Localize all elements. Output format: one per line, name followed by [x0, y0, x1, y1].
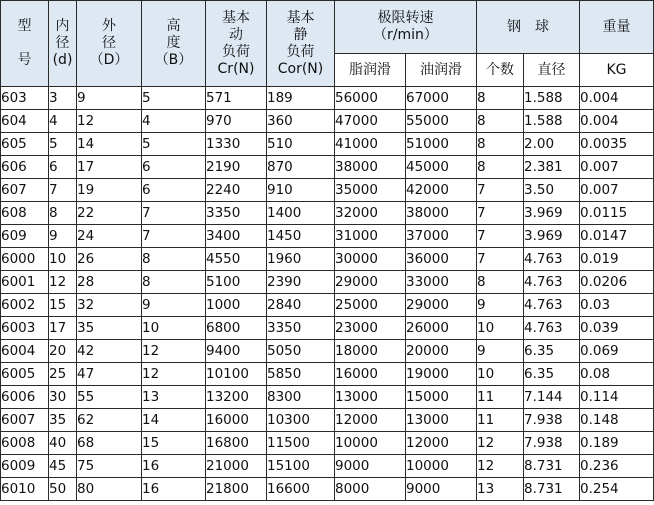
cell-weight: 0.007 [580, 179, 654, 202]
cell-static-load: 5050 [267, 340, 335, 363]
cell-ball-count: 9 [477, 294, 524, 317]
table-row [1, 271, 654, 294]
cell-static-load: 2390 [267, 271, 335, 294]
cell-weight: 0.007 [580, 156, 654, 179]
cell-static-load: 15100 [267, 455, 335, 478]
cell-ball-diameter: 4.763 [524, 317, 580, 340]
header-outer-diameter: 外 径 （D） [77, 1, 142, 87]
cell-weight: 0.0206 [580, 271, 654, 294]
cell-model: 609 [1, 225, 49, 248]
cell-height: 14 [142, 409, 206, 432]
cell-outer-diameter: 14 [77, 133, 142, 156]
cell-inner-diameter: 3 [49, 87, 77, 110]
cell-model: 603 [1, 87, 49, 110]
cell-outer-diameter: 22 [77, 202, 142, 225]
cell-dynamic-load: 2240 [206, 179, 267, 202]
cell-static-load: 1450 [267, 225, 335, 248]
cell-oil-speed: 15000 [406, 386, 477, 409]
cell-ball-diameter: 3.50 [524, 179, 580, 202]
cell-dynamic-load: 5100 [206, 271, 267, 294]
cell-model: 6010 [1, 478, 49, 501]
cell-inner-diameter: 15 [49, 294, 77, 317]
table-row [1, 432, 654, 455]
header-dynamic-load: 基本 动 负荷 Cr(N) [206, 1, 267, 87]
cell-model: 6006 [1, 386, 49, 409]
cell-height: 10 [142, 317, 206, 340]
cell-ball-count: 8 [477, 156, 524, 179]
cell-static-load: 1960 [267, 248, 335, 271]
cell-height: 6 [142, 156, 206, 179]
table-row [1, 133, 654, 156]
cell-weight: 0.004 [580, 87, 654, 110]
cell-ball-count: 10 [477, 317, 524, 340]
cell-ball-diameter: 4.763 [524, 248, 580, 271]
header-ball-diameter: 直径 [524, 54, 580, 87]
cell-oil-speed: 37000 [406, 225, 477, 248]
cell-height: 4 [142, 110, 206, 133]
cell-grease-speed: 13000 [335, 386, 406, 409]
cell-ball-count: 11 [477, 409, 524, 432]
cell-dynamic-load: 16000 [206, 409, 267, 432]
cell-height: 7 [142, 202, 206, 225]
table-body [1, 87, 654, 501]
cell-dynamic-load: 1330 [206, 133, 267, 156]
cell-outer-diameter: 24 [77, 225, 142, 248]
cell-dynamic-load: 1000 [206, 294, 267, 317]
cell-grease-speed: 29000 [335, 271, 406, 294]
cell-ball-count: 7 [477, 202, 524, 225]
cell-inner-diameter: 4 [49, 110, 77, 133]
cell-dynamic-load: 16800 [206, 432, 267, 455]
cell-height: 8 [142, 271, 206, 294]
cell-weight: 0.004 [580, 110, 654, 133]
cell-weight: 0.019 [580, 248, 654, 271]
cell-oil-speed: 12000 [406, 432, 477, 455]
cell-model: 6003 [1, 317, 49, 340]
header-ball-count: 个数 [477, 54, 524, 87]
cell-height: 16 [142, 455, 206, 478]
cell-grease-speed: 12000 [335, 409, 406, 432]
cell-height: 5 [142, 87, 206, 110]
cell-inner-diameter: 8 [49, 202, 77, 225]
table-row [1, 110, 654, 133]
cell-inner-diameter: 30 [49, 386, 77, 409]
cell-static-load: 16600 [267, 478, 335, 501]
cell-ball-diameter: 2.00 [524, 133, 580, 156]
cell-height: 8 [142, 248, 206, 271]
cell-outer-diameter: 62 [77, 409, 142, 432]
cell-height: 6 [142, 179, 206, 202]
cell-inner-diameter: 40 [49, 432, 77, 455]
cell-weight: 0.148 [580, 409, 654, 432]
table-header [1, 1, 654, 87]
cell-grease-speed: 32000 [335, 202, 406, 225]
cell-ball-diameter: 1.588 [524, 110, 580, 133]
cell-static-load: 189 [267, 87, 335, 110]
table-row [1, 294, 654, 317]
cell-static-load: 8300 [267, 386, 335, 409]
cell-grease-speed: 56000 [335, 87, 406, 110]
cell-outer-diameter: 55 [77, 386, 142, 409]
cell-grease-speed: 8000 [335, 478, 406, 501]
cell-static-load: 360 [267, 110, 335, 133]
cell-static-load: 870 [267, 156, 335, 179]
cell-weight: 0.08 [580, 363, 654, 386]
cell-ball-diameter: 3.969 [524, 202, 580, 225]
cell-height: 13 [142, 386, 206, 409]
cell-height: 15 [142, 432, 206, 455]
cell-oil-speed: 36000 [406, 248, 477, 271]
cell-model: 607 [1, 179, 49, 202]
cell-oil-speed: 26000 [406, 317, 477, 340]
cell-grease-speed: 10000 [335, 432, 406, 455]
cell-outer-diameter: 9 [77, 87, 142, 110]
cell-oil-speed: 29000 [406, 294, 477, 317]
table-row [1, 317, 654, 340]
header-inner-diameter: 内 径 (d) [49, 1, 77, 87]
cell-outer-diameter: 28 [77, 271, 142, 294]
cell-ball-count: 8 [477, 133, 524, 156]
table-row [1, 225, 654, 248]
cell-grease-speed: 18000 [335, 340, 406, 363]
cell-weight: 0.0035 [580, 133, 654, 156]
cell-grease-speed: 47000 [335, 110, 406, 133]
cell-model: 6008 [1, 432, 49, 455]
cell-outer-diameter: 80 [77, 478, 142, 501]
cell-model: 6005 [1, 363, 49, 386]
cell-inner-diameter: 6 [49, 156, 77, 179]
cell-dynamic-load: 3400 [206, 225, 267, 248]
header-steel-ball: 钢 球 [477, 1, 580, 54]
cell-weight: 0.189 [580, 432, 654, 455]
cell-ball-diameter: 4.763 [524, 294, 580, 317]
cell-oil-speed: 38000 [406, 202, 477, 225]
cell-dynamic-load: 970 [206, 110, 267, 133]
cell-height: 7 [142, 225, 206, 248]
cell-weight: 0.0147 [580, 225, 654, 248]
cell-oil-speed: 42000 [406, 179, 477, 202]
cell-outer-diameter: 75 [77, 455, 142, 478]
table-row [1, 478, 654, 501]
table-row [1, 156, 654, 179]
header-oil-lubrication: 油润滑 [406, 54, 477, 87]
cell-dynamic-load: 4550 [206, 248, 267, 271]
header-weight: 重量 [580, 1, 654, 54]
cell-ball-count: 8 [477, 87, 524, 110]
cell-ball-diameter: 8.731 [524, 455, 580, 478]
table-row [1, 455, 654, 478]
cell-model: 6009 [1, 455, 49, 478]
cell-weight: 0.069 [580, 340, 654, 363]
cell-inner-diameter: 20 [49, 340, 77, 363]
cell-height: 9 [142, 294, 206, 317]
cell-dynamic-load: 13200 [206, 386, 267, 409]
header-model: 型 号 [1, 1, 49, 87]
cell-height: 12 [142, 340, 206, 363]
cell-model: 6007 [1, 409, 49, 432]
cell-grease-speed: 41000 [335, 133, 406, 156]
cell-oil-speed: 51000 [406, 133, 477, 156]
cell-ball-diameter: 2.381 [524, 156, 580, 179]
cell-oil-speed: 9000 [406, 478, 477, 501]
cell-grease-speed: 35000 [335, 179, 406, 202]
cell-oil-speed: 13000 [406, 409, 477, 432]
header-static-load: 基本 静 负荷 Cor(N) [267, 1, 335, 87]
cell-oil-speed: 67000 [406, 87, 477, 110]
cell-dynamic-load: 10100 [206, 363, 267, 386]
cell-outer-diameter: 12 [77, 110, 142, 133]
cell-ball-count: 7 [477, 179, 524, 202]
cell-oil-speed: 10000 [406, 455, 477, 478]
cell-static-load: 11500 [267, 432, 335, 455]
cell-static-load: 910 [267, 179, 335, 202]
cell-ball-diameter: 7.938 [524, 432, 580, 455]
table-row [1, 363, 654, 386]
cell-ball-diameter: 6.35 [524, 340, 580, 363]
table-row [1, 340, 654, 363]
cell-model: 604 [1, 110, 49, 133]
cell-model: 6001 [1, 271, 49, 294]
cell-weight: 0.03 [580, 294, 654, 317]
cell-static-load: 1400 [267, 202, 335, 225]
cell-static-load: 10300 [267, 409, 335, 432]
cell-weight: 0.114 [580, 386, 654, 409]
table-row [1, 248, 654, 271]
cell-dynamic-load: 9400 [206, 340, 267, 363]
cell-ball-count: 7 [477, 248, 524, 271]
cell-outer-diameter: 26 [77, 248, 142, 271]
table-row [1, 87, 654, 110]
cell-grease-speed: 23000 [335, 317, 406, 340]
cell-outer-diameter: 42 [77, 340, 142, 363]
cell-ball-count: 13 [477, 478, 524, 501]
cell-outer-diameter: 19 [77, 179, 142, 202]
cell-model: 6002 [1, 294, 49, 317]
cell-dynamic-load: 6800 [206, 317, 267, 340]
cell-model: 6000 [1, 248, 49, 271]
table-row [1, 409, 654, 432]
cell-weight: 0.236 [580, 455, 654, 478]
cell-outer-diameter: 68 [77, 432, 142, 455]
cell-inner-diameter: 35 [49, 409, 77, 432]
cell-dynamic-load: 2190 [206, 156, 267, 179]
cell-static-load: 510 [267, 133, 335, 156]
cell-ball-count: 11 [477, 386, 524, 409]
cell-dynamic-load: 571 [206, 87, 267, 110]
cell-inner-diameter: 5 [49, 133, 77, 156]
cell-height: 12 [142, 363, 206, 386]
table-row [1, 179, 654, 202]
cell-grease-speed: 9000 [335, 455, 406, 478]
cell-static-load: 3350 [267, 317, 335, 340]
cell-oil-speed: 55000 [406, 110, 477, 133]
cell-ball-diameter: 4.763 [524, 271, 580, 294]
cell-static-load: 2840 [267, 294, 335, 317]
header-weight-unit: KG [580, 54, 654, 87]
cell-ball-count: 9 [477, 340, 524, 363]
cell-ball-diameter: 1.588 [524, 87, 580, 110]
cell-model: 605 [1, 133, 49, 156]
cell-ball-count: 8 [477, 271, 524, 294]
cell-ball-diameter: 7.938 [524, 409, 580, 432]
cell-ball-diameter: 3.969 [524, 225, 580, 248]
header-height: 高 度 （B） [142, 1, 206, 87]
cell-inner-diameter: 12 [49, 271, 77, 294]
cell-inner-diameter: 45 [49, 455, 77, 478]
cell-weight: 0.254 [580, 478, 654, 501]
cell-inner-diameter: 7 [49, 179, 77, 202]
cell-outer-diameter: 17 [77, 156, 142, 179]
cell-ball-count: 8 [477, 110, 524, 133]
cell-oil-speed: 19000 [406, 363, 477, 386]
cell-dynamic-load: 21800 [206, 478, 267, 501]
cell-dynamic-load: 21000 [206, 455, 267, 478]
cell-grease-speed: 16000 [335, 363, 406, 386]
cell-inner-diameter: 9 [49, 225, 77, 248]
cell-height: 5 [142, 133, 206, 156]
cell-outer-diameter: 32 [77, 294, 142, 317]
cell-dynamic-load: 3350 [206, 202, 267, 225]
cell-grease-speed: 38000 [335, 156, 406, 179]
cell-height: 16 [142, 478, 206, 501]
cell-grease-speed: 30000 [335, 248, 406, 271]
cell-inner-diameter: 25 [49, 363, 77, 386]
header-grease-lubrication: 脂润滑 [335, 54, 406, 87]
cell-outer-diameter: 47 [77, 363, 142, 386]
cell-weight: 0.039 [580, 317, 654, 340]
cell-inner-diameter: 10 [49, 248, 77, 271]
cell-ball-diameter: 8.731 [524, 478, 580, 501]
cell-model: 606 [1, 156, 49, 179]
cell-outer-diameter: 35 [77, 317, 142, 340]
cell-ball-count: 7 [477, 225, 524, 248]
cell-ball-count: 10 [477, 363, 524, 386]
cell-weight: 0.0115 [580, 202, 654, 225]
cell-static-load: 5850 [267, 363, 335, 386]
header-speed-limit: 极限转速 （r/min） [335, 1, 477, 54]
cell-ball-diameter: 6.35 [524, 363, 580, 386]
cell-oil-speed: 45000 [406, 156, 477, 179]
table-row [1, 202, 654, 225]
cell-ball-count: 12 [477, 432, 524, 455]
cell-model: 608 [1, 202, 49, 225]
cell-inner-diameter: 17 [49, 317, 77, 340]
cell-model: 6004 [1, 340, 49, 363]
cell-inner-diameter: 50 [49, 478, 77, 501]
cell-oil-speed: 20000 [406, 340, 477, 363]
cell-grease-speed: 31000 [335, 225, 406, 248]
table-row [1, 386, 654, 409]
cell-oil-speed: 33000 [406, 271, 477, 294]
cell-ball-diameter: 7.144 [524, 386, 580, 409]
cell-grease-speed: 25000 [335, 294, 406, 317]
cell-ball-count: 12 [477, 455, 524, 478]
